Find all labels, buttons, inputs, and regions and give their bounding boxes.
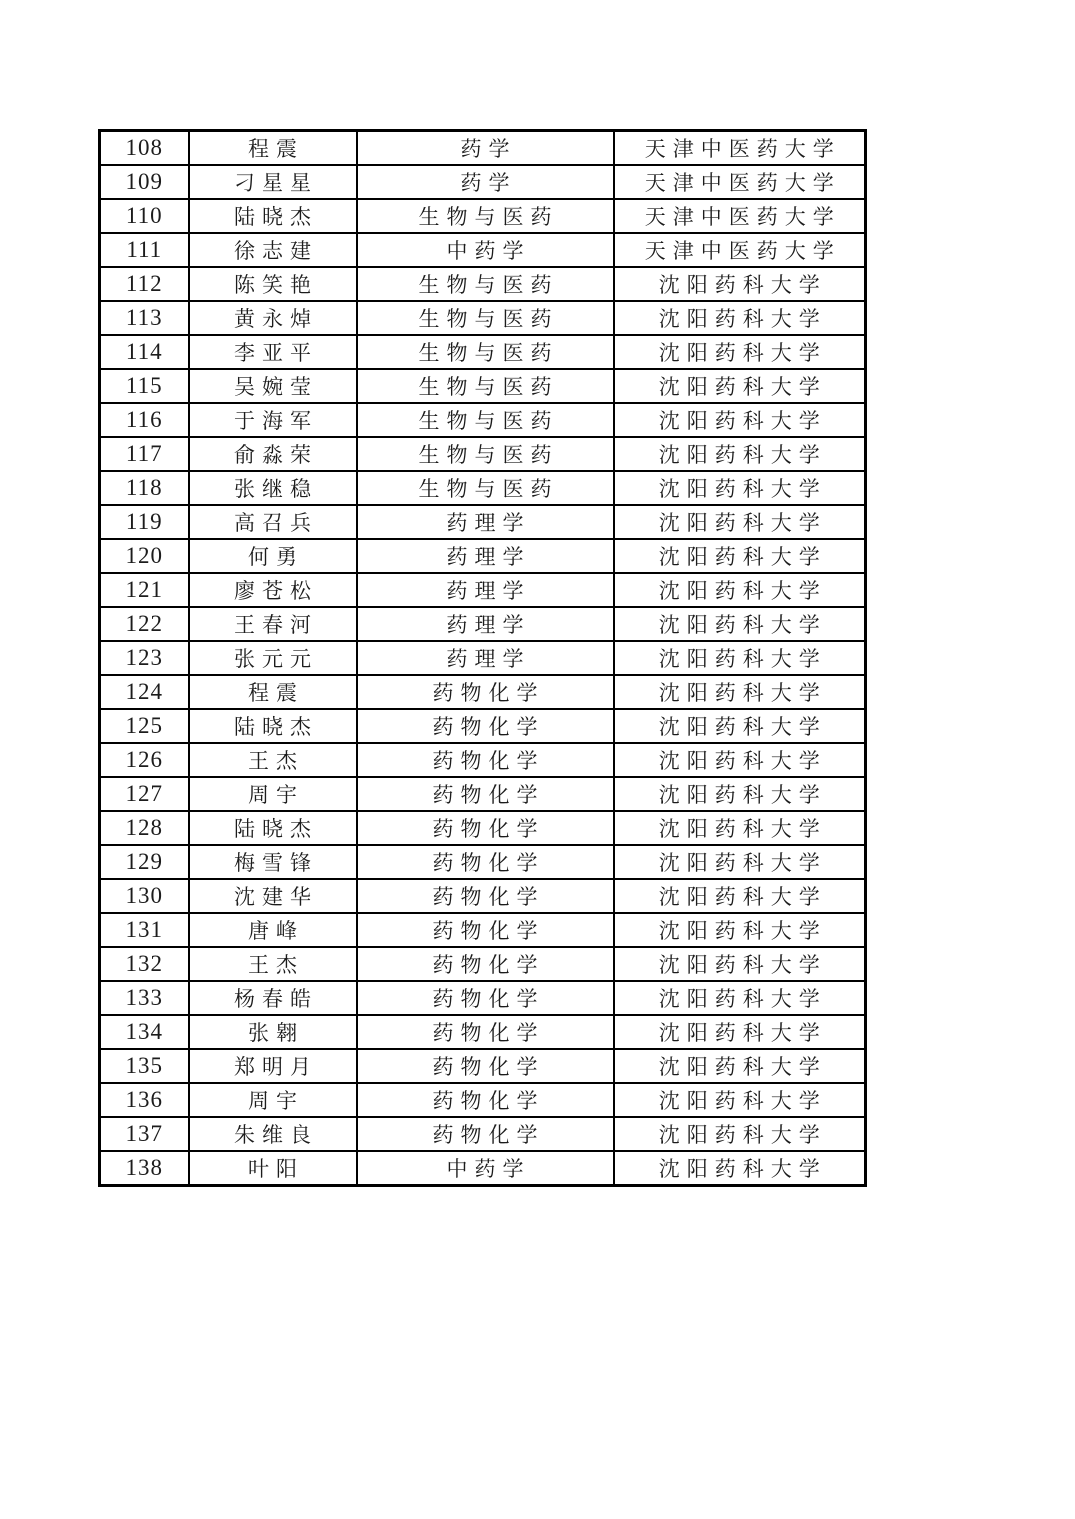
cell-name: 沈建华 [189,879,357,913]
cell-name: 朱维良 [189,1117,357,1151]
cell-university: 沈阳药科大学 [614,335,866,369]
cell-university: 沈阳药科大学 [614,573,866,607]
cell-name: 张继稳 [189,471,357,505]
cell-university: 沈阳药科大学 [614,403,866,437]
cell-university: 沈阳药科大学 [614,1015,866,1049]
cell-major: 生物与医药 [357,335,614,369]
table-row [100,879,866,913]
table-row [100,1083,866,1117]
table-row [100,845,866,879]
cell-name: 程震 [189,675,357,709]
cell-no: 128 [100,811,189,845]
cell-name: 黄永焯 [189,301,357,335]
cell-major: 药物化学 [357,777,614,811]
cell-major: 药物化学 [357,845,614,879]
table-row [100,335,866,369]
cell-university: 沈阳药科大学 [614,369,866,403]
cell-name: 何勇 [189,539,357,573]
cell-major: 药理学 [357,607,614,641]
cell-major: 生物与医药 [357,403,614,437]
cell-name: 郑明月 [189,1049,357,1083]
cell-university: 沈阳药科大学 [614,641,866,675]
cell-university: 沈阳药科大学 [614,267,866,301]
cell-name: 叶阳 [189,1151,357,1186]
cell-no: 114 [100,335,189,369]
table-row [100,641,866,675]
cell-major: 药物化学 [357,811,614,845]
cell-name: 李亚平 [189,335,357,369]
cell-university: 沈阳药科大学 [614,811,866,845]
cell-name: 于海军 [189,403,357,437]
cell-university: 天津中医药大学 [614,233,866,267]
cell-major: 生物与医药 [357,369,614,403]
cell-major: 药物化学 [357,947,614,981]
table-row [100,743,866,777]
table-row [100,1015,866,1049]
cell-name: 俞淼荣 [189,437,357,471]
cell-major: 药理学 [357,539,614,573]
cell-no: 121 [100,573,189,607]
table-row [100,1049,866,1083]
cell-major: 药物化学 [357,743,614,777]
table-row [100,1117,866,1151]
cell-university: 沈阳药科大学 [614,777,866,811]
cell-major: 生物与医药 [357,437,614,471]
cell-major: 药学 [357,165,614,199]
cell-major: 生物与医药 [357,301,614,335]
cell-university: 沈阳药科大学 [614,607,866,641]
cell-no: 129 [100,845,189,879]
cell-no: 127 [100,777,189,811]
cell-name: 张元元 [189,641,357,675]
cell-major: 药物化学 [357,981,614,1015]
cell-name: 廖苍松 [189,573,357,607]
cell-name: 王春河 [189,607,357,641]
table-row [100,369,866,403]
cell-university: 沈阳药科大学 [614,845,866,879]
cell-university: 沈阳药科大学 [614,879,866,913]
roster-table-container [98,129,867,1187]
cell-university: 沈阳药科大学 [614,437,866,471]
cell-university: 沈阳药科大学 [614,505,866,539]
cell-no: 108 [100,131,189,166]
cell-no: 132 [100,947,189,981]
cell-university: 沈阳药科大学 [614,675,866,709]
table-row [100,1151,866,1186]
cell-no: 111 [100,233,189,267]
cell-major: 药理学 [357,505,614,539]
cell-university: 沈阳药科大学 [614,709,866,743]
table-row [100,573,866,607]
cell-major: 中药学 [357,233,614,267]
cell-major: 药理学 [357,573,614,607]
cell-name: 杨春皓 [189,981,357,1015]
cell-no: 112 [100,267,189,301]
table-row [100,471,866,505]
cell-name: 陆晓杰 [189,199,357,233]
table-row [100,505,866,539]
cell-major: 生物与医药 [357,199,614,233]
cell-no: 136 [100,1083,189,1117]
cell-major: 药物化学 [357,1015,614,1049]
table-row [100,709,866,743]
cell-no: 130 [100,879,189,913]
cell-name: 梅雪锋 [189,845,357,879]
cell-name: 张翱 [189,1015,357,1049]
cell-no: 131 [100,913,189,947]
cell-university: 沈阳药科大学 [614,1049,866,1083]
cell-university: 沈阳药科大学 [614,1083,866,1117]
cell-name: 吴婉莹 [189,369,357,403]
cell-major: 生物与医药 [357,471,614,505]
cell-no: 137 [100,1117,189,1151]
cell-university: 天津中医药大学 [614,165,866,199]
cell-university: 沈阳药科大学 [614,913,866,947]
cell-major: 药物化学 [357,1117,614,1151]
cell-no: 117 [100,437,189,471]
cell-no: 126 [100,743,189,777]
table-row [100,675,866,709]
cell-no: 110 [100,199,189,233]
cell-university: 沈阳药科大学 [614,539,866,573]
cell-major: 药物化学 [357,709,614,743]
cell-name: 陆晓杰 [189,811,357,845]
cell-major: 药物化学 [357,1049,614,1083]
cell-university: 天津中医药大学 [614,131,866,166]
table-row [100,131,866,166]
table-row [100,301,866,335]
cell-no: 109 [100,165,189,199]
cell-university: 天津中医药大学 [614,199,866,233]
cell-name: 唐峰 [189,913,357,947]
cell-no: 123 [100,641,189,675]
cell-no: 124 [100,675,189,709]
cell-name: 徐志建 [189,233,357,267]
table-row [100,947,866,981]
cell-name: 王杰 [189,743,357,777]
cell-major: 药物化学 [357,1083,614,1117]
cell-no: 138 [100,1151,189,1186]
cell-name: 周宇 [189,777,357,811]
cell-no: 120 [100,539,189,573]
cell-no: 115 [100,369,189,403]
cell-university: 沈阳药科大学 [614,301,866,335]
table-row [100,403,866,437]
cell-no: 118 [100,471,189,505]
cell-name: 陈笑艳 [189,267,357,301]
cell-no: 113 [100,301,189,335]
cell-name: 刁星星 [189,165,357,199]
cell-major: 中药学 [357,1151,614,1186]
cell-name: 高召兵 [189,505,357,539]
cell-no: 116 [100,403,189,437]
cell-major: 药物化学 [357,913,614,947]
cell-university: 沈阳药科大学 [614,471,866,505]
cell-major: 药物化学 [357,879,614,913]
cell-name: 程震 [189,131,357,166]
cell-major: 药学 [357,131,614,166]
cell-no: 119 [100,505,189,539]
table-row [100,913,866,947]
cell-university: 沈阳药科大学 [614,981,866,1015]
cell-university: 沈阳药科大学 [614,1117,866,1151]
cell-no: 122 [100,607,189,641]
table-row [100,233,866,267]
table-row [100,165,866,199]
table-row [100,199,866,233]
table-row [100,607,866,641]
cell-major: 药理学 [357,641,614,675]
table-row [100,981,866,1015]
cell-no: 134 [100,1015,189,1049]
cell-name: 周宇 [189,1083,357,1117]
cell-name: 王杰 [189,947,357,981]
table-row [100,267,866,301]
cell-no: 135 [100,1049,189,1083]
cell-university: 沈阳药科大学 [614,1151,866,1186]
cell-no: 125 [100,709,189,743]
roster-table [98,129,867,1187]
table-row [100,811,866,845]
table-row [100,437,866,471]
cell-university: 沈阳药科大学 [614,947,866,981]
cell-major: 药物化学 [357,675,614,709]
cell-name: 陆晓杰 [189,709,357,743]
table-row [100,539,866,573]
cell-major: 生物与医药 [357,267,614,301]
table-row [100,777,866,811]
cell-university: 沈阳药科大学 [614,743,866,777]
cell-no: 133 [100,981,189,1015]
